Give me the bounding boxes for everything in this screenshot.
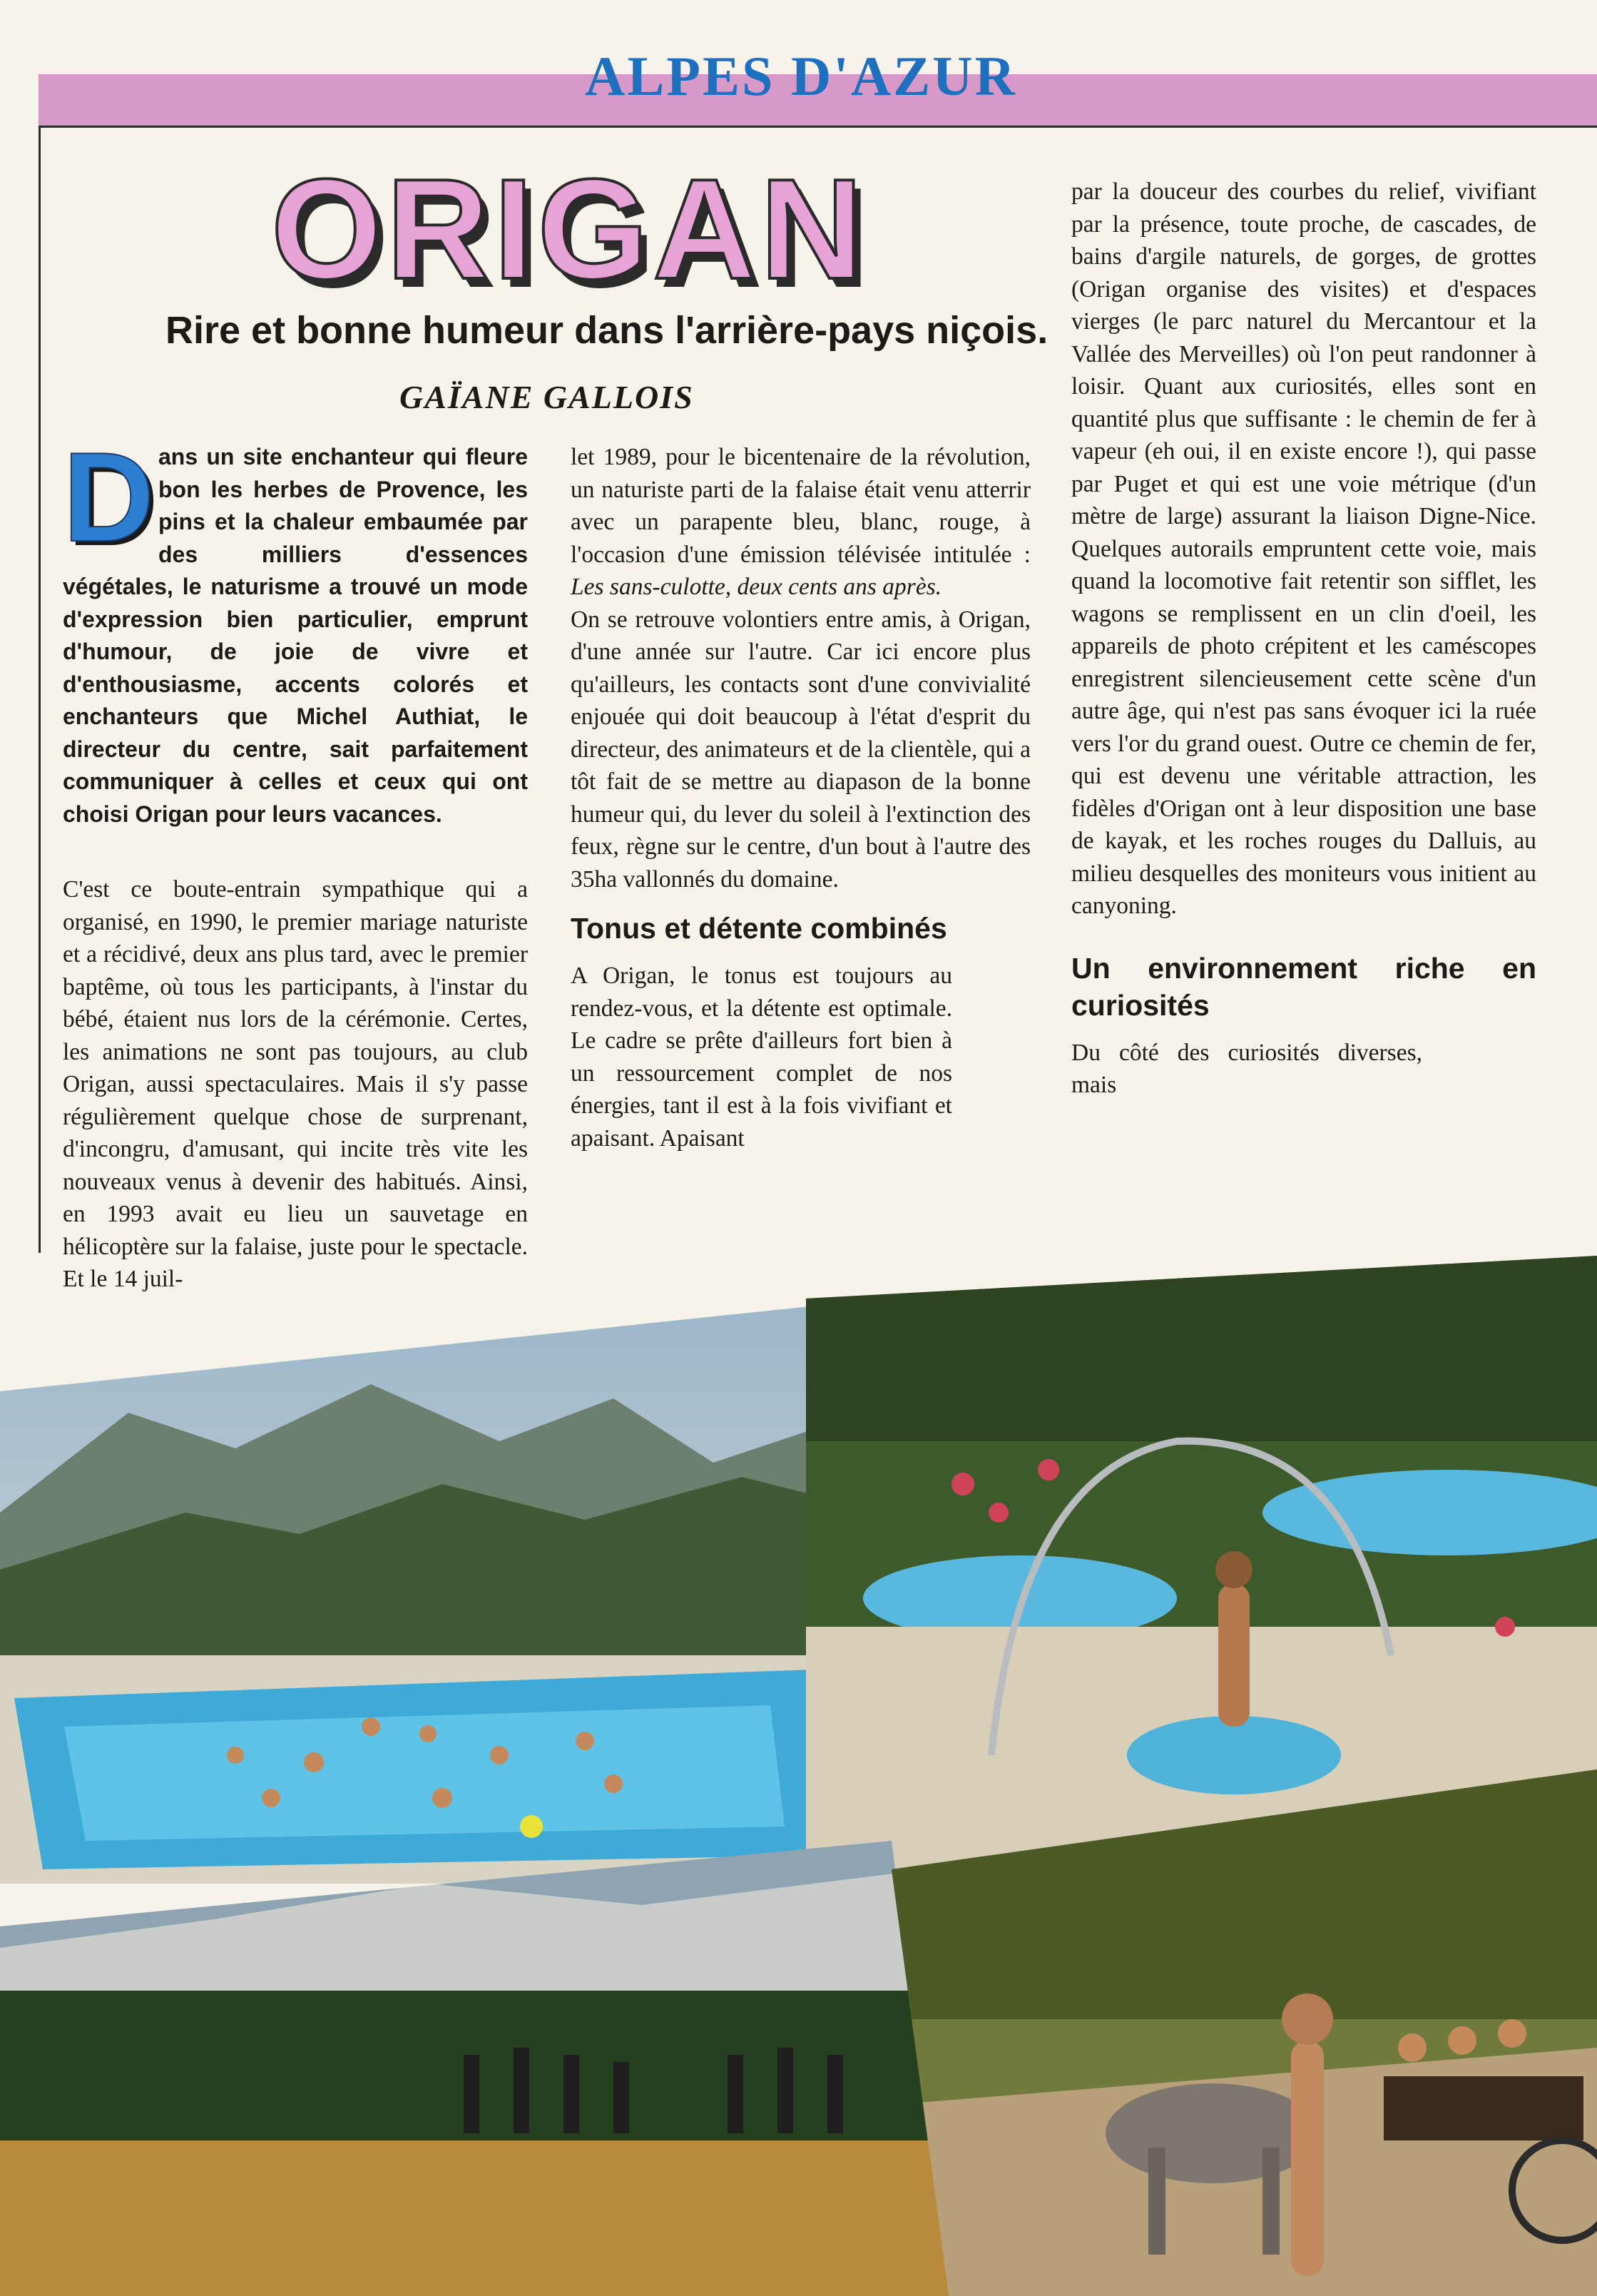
column-3-paragraph-2: Du côté des curiosités diverses, mais bbox=[1071, 1039, 1422, 1098]
column-2-paragraph-1 bbox=[571, 441, 1031, 604]
column-3-paragraph-1: par la douceur des courbes du relief, vivifiant par la présence, toute proche, de cascades, de bains d'argile naturels, de gorges, de grottes (Origan organise des visites) et d'espaces vierges (le parc naturel du Mercantour et la Vallée des Merveilles) où l'on peut randonner à loisir. Quant aux curiosités, elles sont en quantité plus que suffisante : le chemin de fer à vapeur (eh oui, il en existe encore !), qui passe par Puget et qui est une voie métrique (d'un mètre de large) assurant la liaison Digne-Nice. Quelques autorails empruntent cette voie, mais quand la locomotive fait retentir son sifflet, les wagons se remplissent en un clin d'oeil, les appareils de photo crépitent et les caméscopes enregistrent silencieusement cette scène d'un autre âge, qui n'est pas sans évoquer ici la ruée vers l'or du grand ouest. Outre ce chemin de fer, qui est devenu une véritable attraction, les fidèles d'Origan ont à leur disposition une base de kayak, et les roches rouges du Dalluis, au milieu desquelles des moniteurs vous initient au canyoning. bbox=[1071, 178, 1536, 919]
column-2 bbox=[571, 441, 1031, 1154]
lead-text: ans un site enchanteur qui fleure bon les herbes de Provence, les pins et la chaleur embaumée par des milliers d'essences végétales, le naturisme a trouvé un mode d'expression bien particulier, emprunt d'humour, de joie de vivre et d'enthousiasme, accents colorés et enchanteurs que Michel Authiat, le directeur du centre, sait parfaitement communiquer à celles et ceux qui ont choisi Origan pour leurs vacances. bbox=[63, 444, 528, 827]
photo-pool-mountains bbox=[0, 1299, 884, 1884]
column-2-paragraph-3: A Origan, le tonus est toujours au rendez-vous, et la détente est optimale. Le cadre se prête d'ailleurs fort bien à un ressourcement complet de nos énergies, tant il est à la fois vivifiant et apaisant. Apaisant bbox=[571, 962, 952, 1152]
column-2-paragraph-2: On se retrouve volontiers entre amis, à Origan, d'une année sur l'autre. Car ici encore plus qu'ailleurs, les contacts sont d'une convivialité enjouée qui doit beaucoup à l'état d'esprit du directeur, des animateurs et de la clientèle, qui a tôt fait de se mettre au diapason de la bonne humeur qui, du lever du soleil à l'extinction des feux, règne sur le centre, d'un bout à l'autre des 35ha vallonnés du domaine. bbox=[571, 606, 1031, 893]
article-author: GAÏANE GALLOIS bbox=[399, 379, 694, 415]
column-3 bbox=[1071, 176, 1536, 1102]
photo-meadow-walkers bbox=[0, 1841, 949, 2296]
subhead-tonus: Tonus et détente combinés bbox=[571, 912, 947, 945]
subhead-environnement: Un environnement riche en curiosités bbox=[1071, 951, 1536, 1022]
section-title: ALPES D'AZUR bbox=[585, 45, 1017, 107]
drop-cap: D bbox=[63, 426, 155, 568]
tv-show-title: Les sans-culotte, deux cents ans après. bbox=[571, 574, 942, 600]
article-subtitle: Rire et bonne humeur dans l'arrière-pays niçois. bbox=[165, 309, 1048, 352]
column-1 bbox=[63, 426, 528, 1296]
column-1-paragraph-2: C'est ce boute-entrain sympathique qui a organisé, en 1990, le premier mariage naturiste et a récidivé, deux ans plus tard, avec le premier baptême, où tous les participants, à l'instar du bébé, étaient nus lors de la cérémonie. Certes, les animations ne sont pas toujours, au club Origan, aussi spectaculaires. Mais il s'y passe régulièrement quelque chose de surprenant, d'incongru, d'amusant, qui incite très vite les nouveaux venus à devenir des habitués. Ainsi, en 1993 avait eu lieu un sauvetage en hélicoptère sur la falaise, juste pour le spectacle. Et le 14 juil- bbox=[63, 876, 528, 1292]
lead-paragraph bbox=[63, 426, 528, 830]
article-title: ORIGAN bbox=[271, 150, 867, 309]
column-2-paragraph-1-text: let 1989, pour le bicentenaire de la révolution, un naturiste parti de la falaise était venu atterrir avec un parapente bleu, blanc, rouge, à l'occasion d'une émission télévisée intitulée : bbox=[571, 444, 1031, 568]
